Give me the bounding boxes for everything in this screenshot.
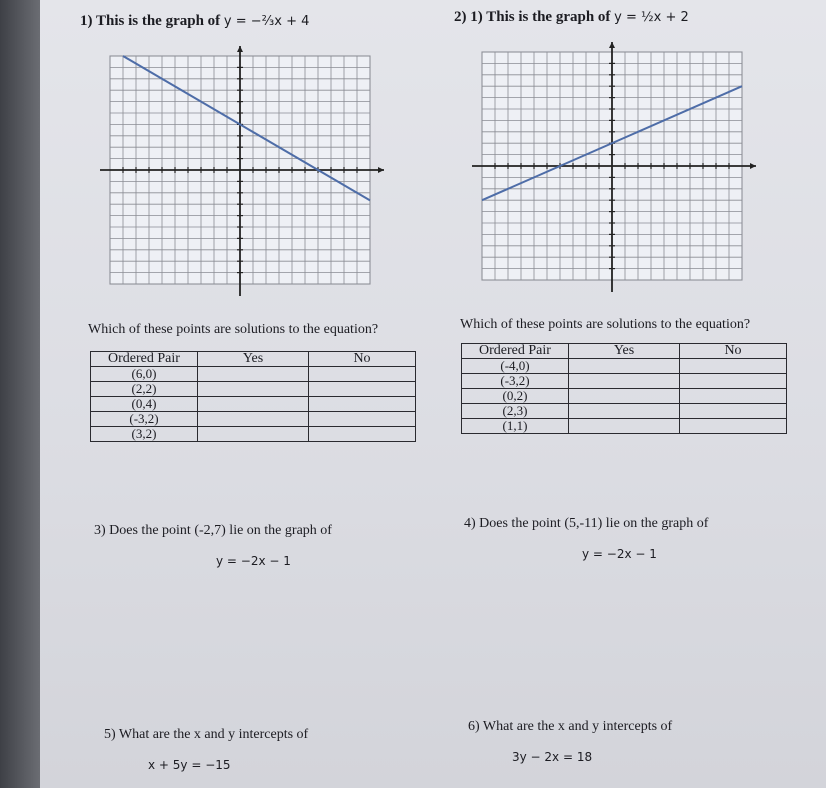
header-yes: Yes	[569, 344, 680, 359]
yes-cell[interactable]	[569, 389, 680, 404]
yes-cell[interactable]	[198, 367, 309, 382]
y-axis-arrow	[237, 46, 243, 52]
table-row	[462, 359, 787, 374]
problem-1-equation: y = −⅔x + 4	[223, 14, 310, 29]
problem-2-table	[461, 343, 787, 434]
yes-cell[interactable]	[569, 359, 680, 374]
ordered-pair-cell: (2,2)	[91, 382, 198, 397]
ordered-pair-cell: (-3,2)	[91, 412, 198, 427]
yes-cell[interactable]	[198, 412, 309, 427]
header-yes: Yes	[198, 352, 309, 367]
yes-cell[interactable]	[569, 404, 680, 419]
yes-cell[interactable]	[569, 419, 680, 434]
table-row	[462, 419, 787, 434]
yes-cell[interactable]	[569, 374, 680, 389]
no-cell[interactable]	[309, 382, 416, 397]
problem-5-equation: x + 5y = −15	[148, 758, 231, 772]
worksheet-page	[40, 0, 826, 788]
table-row	[91, 427, 416, 442]
no-cell[interactable]	[680, 419, 787, 434]
ordered-pair-cell: (1,1)	[462, 419, 569, 434]
table-row	[91, 367, 416, 382]
no-cell[interactable]	[309, 427, 416, 442]
problem-4-question: 4) Does the point (5,-11) lie on the graph of	[464, 516, 709, 531]
header-no: No	[309, 352, 416, 367]
no-cell[interactable]	[680, 374, 787, 389]
yes-cell[interactable]	[198, 382, 309, 397]
table-row	[91, 382, 416, 397]
problem-1-graph	[90, 42, 390, 302]
no-cell[interactable]	[309, 367, 416, 382]
problem-1-title	[80, 13, 309, 30]
table-row	[91, 412, 416, 427]
ordered-pair-cell: (-3,2)	[462, 374, 569, 389]
ordered-pair-cell: (-4,0)	[462, 359, 569, 374]
problem-1-title-text: 1) This is the graph of	[80, 13, 221, 29]
yes-cell[interactable]	[198, 397, 309, 412]
problem-2-title-text: 2) 1) This is the graph of	[454, 9, 611, 25]
yes-cell[interactable]	[198, 427, 309, 442]
problem-2-graph	[462, 38, 762, 298]
ordered-pair-cell: (0,2)	[462, 389, 569, 404]
table-row	[91, 397, 416, 412]
table-row	[462, 389, 787, 404]
background-edge	[0, 0, 40, 788]
problem-6-equation: 3y − 2x = 18	[512, 750, 593, 764]
problem-3-equation: y = −2x − 1	[216, 554, 291, 568]
problem-2-equation: y = ½x + 2	[614, 10, 689, 25]
problem-1-question: Which of these points are solutions to the equation?	[88, 322, 379, 337]
ordered-pair-cell: (6,0)	[91, 367, 198, 382]
table-row	[462, 404, 787, 419]
problem-6-question: 6) What are the x and y intercepts of	[468, 719, 673, 734]
header-ordered-pair: Ordered Pair	[91, 352, 198, 367]
problem-3-question: 3) Does the point (-2,7) lie on the graph of	[94, 523, 332, 538]
problem-1-table	[90, 351, 416, 442]
x-axis-arrow	[378, 167, 384, 173]
ordered-pair-cell: (0,4)	[91, 397, 198, 412]
x-axis-arrow	[750, 163, 756, 169]
problem-2-title	[454, 9, 689, 26]
no-cell[interactable]	[309, 412, 416, 427]
no-cell[interactable]	[680, 404, 787, 419]
ordered-pair-cell: (2,3)	[462, 404, 569, 419]
header-no: No	[680, 344, 787, 359]
problem-4-equation: y = −2x − 1	[582, 547, 657, 561]
header-ordered-pair: Ordered Pair	[462, 344, 569, 359]
problem-2-question: Which of these points are solutions to the equation?	[460, 317, 751, 332]
table-row	[462, 374, 787, 389]
problem-5-question: 5) What are the x and y intercepts of	[104, 727, 309, 742]
y-axis-arrow	[609, 42, 615, 48]
no-cell[interactable]	[309, 397, 416, 412]
ordered-pair-cell: (3,2)	[91, 427, 198, 442]
no-cell[interactable]	[680, 359, 787, 374]
no-cell[interactable]	[680, 389, 787, 404]
